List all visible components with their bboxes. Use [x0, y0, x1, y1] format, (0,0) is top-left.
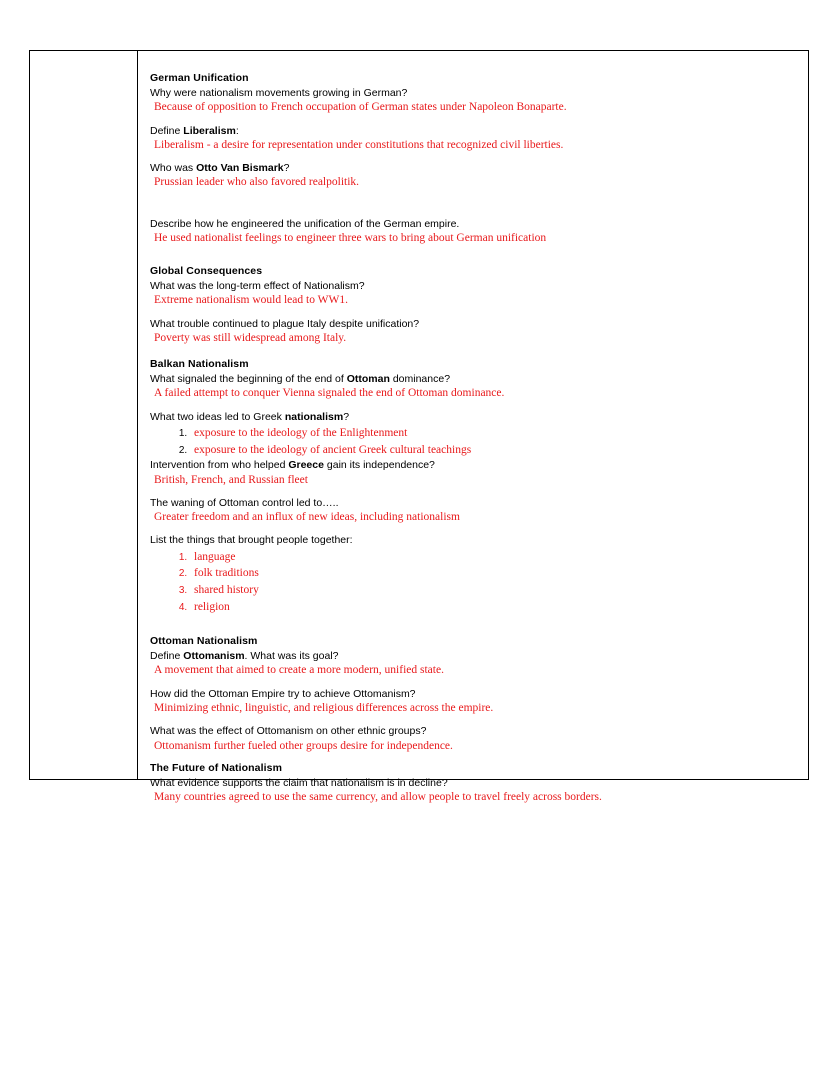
spacer: [150, 308, 798, 317]
answer: Liberalism - a desire for representation under constitutions that recognized civil liberties.: [154, 138, 564, 151]
answer: Minimizing ethnic, linguistic, and religious differences across the empire.: [154, 702, 494, 715]
question: What was the long-term effect of Nationalism?: [150, 280, 365, 293]
section-balkan-nationalism: [150, 358, 798, 615]
answer: Greater freedom and an influx of new ideas, including nationalism: [154, 511, 460, 524]
question: The waning of Ottoman control led to…..: [150, 496, 339, 509]
section-heading: Ottoman Nationalism: [150, 635, 258, 648]
question: What evidence supports the claim that nationalism is in decline?: [150, 776, 448, 789]
section-ottoman-nationalism: [150, 635, 798, 753]
list-item: 1. language: [190, 549, 798, 566]
section-heading: The Future of Nationalism: [150, 761, 283, 774]
list-item: 4. religion: [190, 599, 798, 616]
section-german-unification: [150, 72, 798, 245]
question: Why were nationalism movements growing in German?: [150, 87, 408, 99]
answer: A failed attempt to conquer Vienna signaled the end of Ottoman dominance.: [154, 387, 505, 400]
answer: Prussian leader who also favored realpolitik.: [154, 176, 360, 189]
spacer: [150, 678, 798, 687]
spacer: [150, 715, 798, 724]
question: Intervention from who helped Greece gain its independence?: [150, 459, 435, 472]
question: Define Liberalism:: [150, 124, 239, 137]
answer: A movement that aimed to create a more modern, unified state.: [154, 664, 444, 677]
answer-list: [150, 549, 798, 616]
spacer: [150, 115, 798, 124]
section-heading: Global Consequences: [150, 265, 263, 278]
question: Define Ottomanism. What was its goal?: [150, 650, 339, 663]
answer: British, French, and Russian fleet: [154, 473, 308, 486]
spacer: [150, 245, 798, 265]
question: What signaled the beginning of the end of Ottoman dominance?: [150, 373, 451, 386]
answer-list: [150, 425, 798, 458]
spacer: [150, 524, 798, 533]
question: What two ideas led to Greek nationalism?: [150, 410, 350, 423]
spacer: [150, 753, 798, 762]
answer: Ottomanism further fueled other groups desire for independence.: [154, 739, 453, 752]
list-item: 2. exposure to the ideology of ancient Greek cultural teachings: [190, 442, 798, 459]
answer: Many countries agreed to use the same currency, and allow people to travel freely across borders.: [154, 791, 602, 804]
table-left-column: [30, 51, 138, 779]
list-item: 3. shared history: [190, 582, 798, 599]
spacer: [150, 615, 798, 635]
answer: He used nationalist feelings to engineer three wars to bring about German unification: [154, 231, 547, 244]
table-content-column: [138, 51, 808, 804]
answer: Poverty was still widespread among Italy.: [154, 331, 347, 344]
spacer: [150, 190, 798, 217]
spacer: [150, 401, 798, 410]
section-heading: Balkan Nationalism: [150, 358, 249, 371]
question: What trouble continued to plague Italy despite unification?: [150, 317, 420, 330]
question: Describe how he engineered the unification of the German empire.: [150, 217, 460, 230]
section-future-of-nationalism: [150, 762, 798, 805]
notes-table: [29, 50, 809, 804]
section-heading: German Unification: [150, 72, 249, 84]
list-item: 2. folk traditions: [190, 565, 798, 582]
answer: Extreme nationalism would lead to WW1.: [154, 294, 348, 307]
question: How did the Ottoman Empire try to achieve Ottomanism?: [150, 687, 416, 700]
answer: Because of opposition to French occupation of German states under Napoleon Bonaparte.: [154, 101, 567, 114]
list-item: 1. exposure to the ideology of the Enlightenment: [190, 425, 798, 442]
spacer: [150, 345, 798, 358]
question: List the things that brought people together:: [150, 534, 353, 547]
spacer: [150, 487, 798, 496]
question: Who was Otto Van Bismark?: [150, 162, 290, 175]
section-global-consequences: [150, 265, 798, 345]
question: What was the effect of Ottomanism on other ethnic groups?: [150, 725, 427, 738]
spacer: [150, 152, 798, 161]
